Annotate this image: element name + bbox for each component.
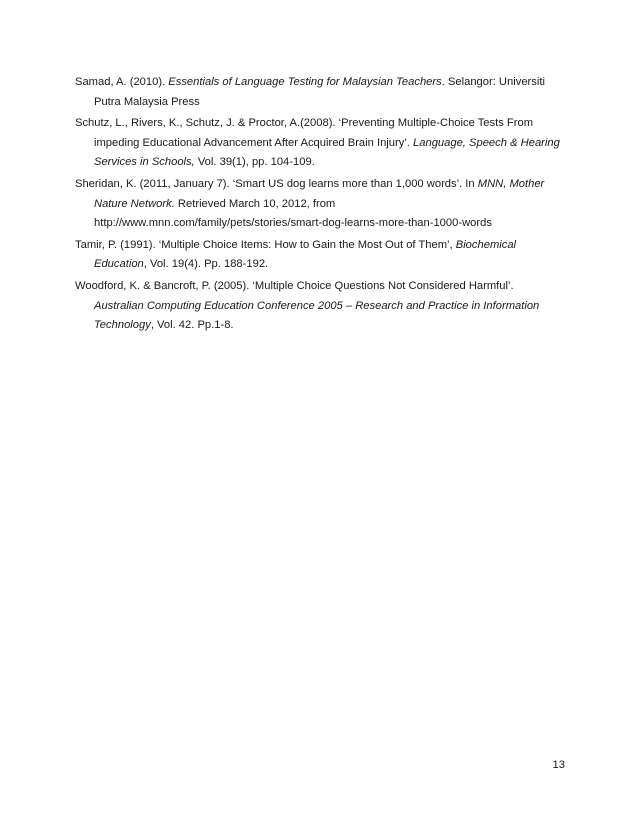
reference-list	[75, 73, 565, 338]
reference-text: , Vol. 19(4). Pp. 188-192.	[143, 258, 269, 271]
reference-text: , Vol. 42. Pp.1-8.	[150, 319, 234, 332]
reference-text: . Selangor: Universiti Putra Malaysia Press	[94, 76, 545, 108]
reference-conference: Australian Computing Education Conference 2005 – Research and Practice in Information Technology	[94, 299, 540, 332]
reference-journal: Biochemical Education	[94, 238, 517, 271]
reference-entry-schutz	[75, 114, 565, 173]
reference-text: Retrieved March 10, 2012, from http://www.mnn.com/family/pets/stories/smart-dog-learns-more-than-1000-words	[94, 197, 492, 230]
reference-text: Samad, A. (2010).	[75, 76, 169, 88]
reference-title: Essentials of Language Testing for Malaysian Teachers	[168, 76, 442, 88]
reference-text: Woodford, K. & Bancroft, P. (2005). ‘Multiple Choice Questions Not Considered Harmful’.	[75, 279, 514, 292]
reference-journal: Language, Speech & Hearing Services in Schools,	[94, 136, 560, 169]
page-number: 13	[552, 759, 565, 771]
reference-entry-woodford	[75, 277, 565, 336]
reference-text: Tamir, P. (1991). ‘Multiple Choice Items: How to Gain the Most Out of Them’,	[75, 238, 456, 251]
reference-entry-tamir	[75, 236, 565, 275]
reference-text: Sheridan, K. (2011, January 7). ‘Smart US dog learns more than 1,000 words’. In	[75, 177, 478, 190]
reference-entry-sheridan	[75, 175, 565, 234]
reference-text: Vol. 39(1), pp. 104-109.	[194, 156, 315, 169]
reference-entry-samad	[75, 73, 565, 112]
reference-source: MNN, Mother Nature Network.	[94, 177, 545, 210]
reference-text: Schutz, L., Rivers, K., Schutz, J. & Proctor, A.(2008). ‘Preventing Multiple-Choice Tests From impeding Educational Advancement After Acquired Brain Injury’.	[75, 117, 534, 149]
